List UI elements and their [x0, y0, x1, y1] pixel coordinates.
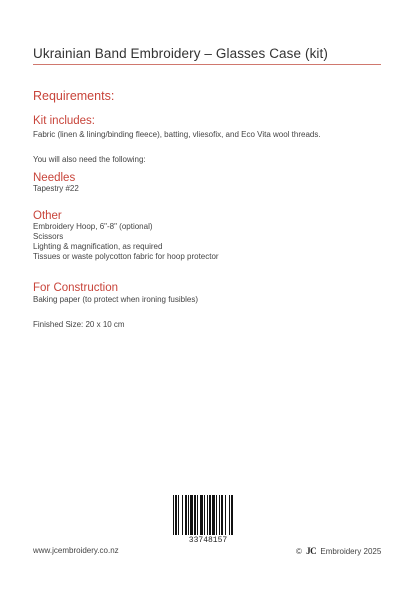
barcode-bar — [204, 495, 205, 535]
copyright-line — [296, 546, 381, 556]
needles-item: Tapestry #22 — [33, 184, 79, 193]
barcode — [172, 495, 244, 538]
barcode-bar — [173, 495, 174, 535]
kit-includes-text: Fabric (linen & lining/binding fleece), batting, vliesofix, and Eco Vita wool threads. — [33, 130, 321, 139]
requirements-heading: Requirements: — [33, 89, 115, 103]
barcode-bar — [200, 495, 203, 535]
kit-includes-heading: Kit includes: — [33, 115, 96, 127]
barcode-bar — [219, 495, 220, 535]
construction-list — [33, 295, 198, 305]
needles-list — [33, 184, 79, 194]
other-item: Tissues or waste polycotton fabric for hoop protector — [33, 252, 219, 261]
barcode-bar — [225, 495, 226, 535]
barcode-bar — [212, 495, 215, 535]
jc-logo: JC — [306, 546, 317, 556]
brand-text: Embroidery 2025 — [320, 547, 382, 556]
page-title: Ukrainian Band Embroidery – Glasses Case (kit) — [33, 46, 328, 61]
needles-heading: Needles — [33, 172, 76, 184]
construction-heading: For Construction — [33, 282, 119, 294]
other-item: Lighting & magnification, as required — [33, 242, 163, 251]
barcode-bar — [216, 495, 217, 535]
copyright-symbol: © — [296, 547, 302, 556]
barcode-bar — [209, 495, 211, 535]
barcode-bar — [231, 495, 233, 535]
barcode-bar — [182, 495, 183, 535]
barcode-bar — [188, 495, 189, 535]
barcode-bar — [229, 495, 230, 535]
other-item: Scissors — [33, 232, 64, 241]
website-link[interactable]: www.jcembroidery.co.nz — [33, 546, 119, 555]
also-need-text: You will also need the following: — [33, 155, 146, 164]
barcode-bar — [197, 495, 198, 535]
barcode-bar — [190, 495, 193, 535]
barcode-bar — [221, 495, 223, 535]
barcode-bar — [194, 495, 196, 535]
barcode-bar — [175, 495, 177, 535]
barcode-number: 33748157 — [188, 536, 228, 545]
barcode-bar — [185, 495, 187, 535]
finished-size-text: Finished Size: 20 x 10 cm — [33, 320, 125, 329]
barcode-bar — [207, 495, 208, 535]
other-list — [33, 222, 219, 262]
title-divider — [33, 64, 381, 65]
barcode-bar — [178, 495, 179, 535]
construction-item: Baking paper (to protect when ironing fusibles) — [33, 295, 198, 304]
other-item: Embroidery Hoop, 6"-8" (optional) — [33, 222, 153, 231]
other-heading: Other — [33, 210, 62, 222]
